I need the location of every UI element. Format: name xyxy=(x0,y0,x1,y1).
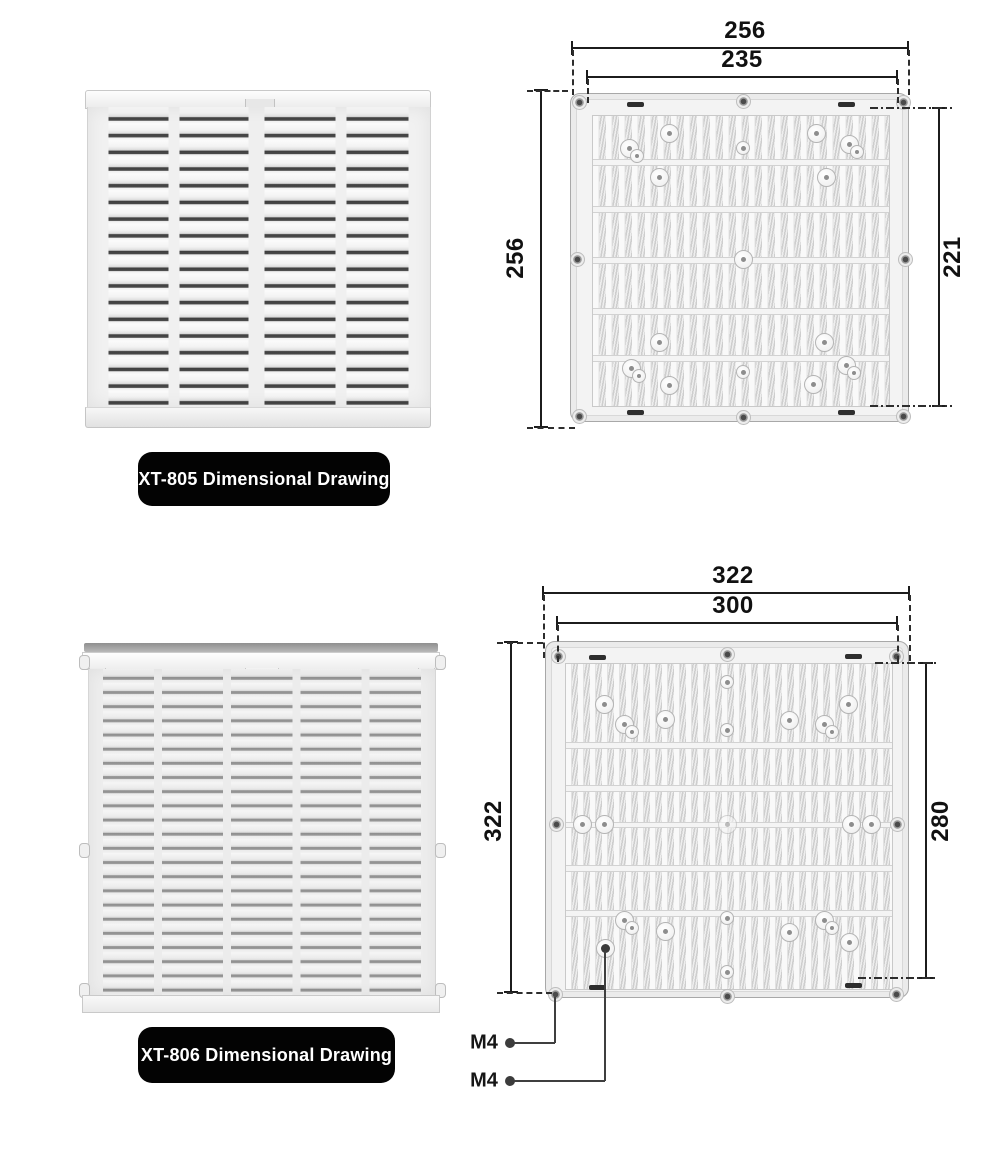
grille-side-tab xyxy=(79,655,90,670)
clip-tab xyxy=(838,410,855,415)
boss-hole xyxy=(830,730,834,734)
boss-hole xyxy=(846,702,851,707)
corner-screw xyxy=(549,817,564,832)
boss-hole xyxy=(602,702,607,707)
boss-hole xyxy=(657,340,662,345)
mounting-boss xyxy=(650,168,669,187)
mounting-boss xyxy=(736,141,750,155)
corner-screw xyxy=(720,647,735,662)
mounting-boss xyxy=(632,369,646,383)
mounting-boss xyxy=(660,124,679,143)
louver-slats xyxy=(88,669,436,995)
extension-line xyxy=(497,992,552,994)
boss-hole xyxy=(725,916,730,921)
dim-line-806-top-inner xyxy=(557,622,897,624)
extension-line xyxy=(543,595,545,658)
clip-tab xyxy=(627,102,644,107)
boss-hole xyxy=(847,142,852,147)
corner-screw xyxy=(736,94,751,109)
grid-rail xyxy=(566,865,892,872)
centerline xyxy=(875,662,938,664)
m4-leader-line xyxy=(604,951,606,1081)
grille-side-tab xyxy=(435,655,446,670)
xt806-badge-label: XT-806 Dimensional Drawing xyxy=(140,1044,393,1065)
mounting-boss xyxy=(660,376,679,395)
grille-base xyxy=(85,407,431,428)
boss-hole xyxy=(814,131,819,136)
boss-hole xyxy=(822,722,827,727)
clip-tab xyxy=(589,655,606,660)
xt806-back-view-drawing xyxy=(545,641,910,999)
boss-hole xyxy=(630,926,634,930)
mounting-boss xyxy=(850,145,864,159)
m4-callout-label: M4 xyxy=(470,1069,498,1092)
grille-side-tab xyxy=(79,843,90,858)
grid-rail xyxy=(566,742,892,749)
boss-hole xyxy=(822,918,827,923)
boss-hole xyxy=(627,146,632,151)
dim-value-805-top-outer: 256 xyxy=(724,17,766,44)
centerline xyxy=(858,977,938,979)
xt805-badge-label: XT-805 Dimensional Drawing xyxy=(138,468,390,489)
grid-rail xyxy=(566,785,892,792)
boss-hole xyxy=(725,822,730,827)
corner-screw xyxy=(572,95,587,110)
mounting-boss xyxy=(718,815,737,834)
m4-leader-line xyxy=(514,1042,555,1044)
xt805-back-view-drawing xyxy=(570,93,910,423)
centerline xyxy=(870,405,952,407)
mounting-boss xyxy=(720,723,734,737)
grille-side-tab xyxy=(435,843,446,858)
boss-hole xyxy=(787,718,792,723)
corner-screw xyxy=(896,409,911,424)
dim-value-806-top-outer: 322 xyxy=(712,562,754,589)
corner-screw xyxy=(890,817,905,832)
mounting-boss xyxy=(650,333,669,352)
boss-hole xyxy=(663,717,668,722)
mounting-boss xyxy=(736,365,750,379)
mounting-boss xyxy=(839,695,858,714)
mounting-boss xyxy=(842,815,861,834)
boss-hole xyxy=(663,929,668,934)
boss-hole xyxy=(824,175,829,180)
mounting-boss xyxy=(815,333,834,352)
boss-hole xyxy=(852,371,856,375)
boss-hole xyxy=(725,728,730,733)
boss-hole xyxy=(811,382,816,387)
mounting-boss xyxy=(780,711,799,730)
dim-line-806-left xyxy=(510,642,512,992)
grid-rail xyxy=(593,206,889,213)
clip-tab xyxy=(627,410,644,415)
boss-hole xyxy=(844,363,849,368)
extension-line xyxy=(527,90,568,92)
boss-hole xyxy=(849,822,854,827)
boss-hole xyxy=(637,374,641,378)
extension-line xyxy=(557,625,559,662)
boss-hole xyxy=(602,822,607,827)
dim-value-805-right: 221 xyxy=(939,236,966,278)
clip-tab xyxy=(845,654,862,659)
xt806-badge xyxy=(138,1027,395,1083)
m4-leader-line xyxy=(554,997,556,1043)
boss-hole xyxy=(635,154,639,158)
dim-line-805-left xyxy=(540,90,542,427)
centerline xyxy=(870,107,952,109)
mounting-boss xyxy=(804,375,823,394)
mounting-boss xyxy=(595,695,614,714)
corner-screw xyxy=(570,252,585,267)
grille-base xyxy=(82,995,440,1013)
corner-screw xyxy=(889,987,904,1002)
boss-hole xyxy=(725,680,730,685)
mounting-boss xyxy=(720,675,734,689)
boss-hole xyxy=(822,340,827,345)
mounting-boss xyxy=(862,815,881,834)
grille-top-cap-dark xyxy=(84,643,438,652)
mounting-boss xyxy=(734,250,753,269)
boss-hole xyxy=(741,146,746,151)
mounting-boss xyxy=(720,911,734,925)
dim-value-806-right: 280 xyxy=(927,800,954,842)
boss-hole xyxy=(741,257,746,262)
mounting-boss xyxy=(825,921,839,935)
extension-line xyxy=(587,79,589,103)
xt805-badge xyxy=(138,452,390,506)
mounting-boss xyxy=(625,725,639,739)
clip-tab xyxy=(845,983,862,988)
clip-tab xyxy=(838,102,855,107)
dim-value-806-top-inner: 300 xyxy=(712,592,754,619)
extension-line xyxy=(897,625,899,662)
extension-line xyxy=(497,642,543,644)
dim-value-805-top-inner: 235 xyxy=(721,46,763,73)
dim-value-806-left: 322 xyxy=(480,800,507,842)
extension-line xyxy=(897,79,899,103)
m4-callout-label: M4 xyxy=(470,1031,498,1054)
boss-hole xyxy=(629,366,634,371)
corner-screw xyxy=(572,409,587,424)
boss-hole xyxy=(855,150,859,154)
mounting-boss xyxy=(780,923,799,942)
boss-hole xyxy=(830,926,834,930)
dim-value-805-left: 256 xyxy=(502,237,529,279)
m4-leader-line xyxy=(514,1080,605,1082)
xt806-front-view-photo xyxy=(82,643,440,1012)
boss-hole xyxy=(622,918,627,923)
mounting-boss xyxy=(840,933,859,952)
boss-hole xyxy=(741,370,746,375)
grid-rail xyxy=(593,308,889,315)
mounting-boss xyxy=(630,149,644,163)
extension-line xyxy=(572,50,574,95)
boss-hole xyxy=(657,175,662,180)
mounting-boss xyxy=(573,815,592,834)
mounting-boss xyxy=(595,815,614,834)
boss-hole xyxy=(725,970,730,975)
mounting-boss xyxy=(817,168,836,187)
mounting-boss xyxy=(656,710,675,729)
mounting-boss xyxy=(656,922,675,941)
mounting-boss xyxy=(825,725,839,739)
mounting-boss xyxy=(847,366,861,380)
boss-hole xyxy=(580,822,585,827)
extension-line xyxy=(527,427,575,429)
dim-line-805-top-inner xyxy=(587,76,897,78)
extension-line xyxy=(908,50,910,95)
xt805-front-view-photo xyxy=(85,90,431,428)
mounting-boss xyxy=(720,965,734,979)
mounting-boss xyxy=(625,921,639,935)
boss-hole xyxy=(787,930,792,935)
boss-hole xyxy=(667,131,672,136)
boss-hole xyxy=(667,383,672,388)
extension-line xyxy=(909,595,911,661)
boss-hole xyxy=(847,940,852,945)
boss-hole xyxy=(622,722,627,727)
mounting-boss xyxy=(807,124,826,143)
louver-slats xyxy=(87,107,431,407)
boss-hole xyxy=(630,730,634,734)
corner-screw xyxy=(720,989,735,1004)
corner-screw xyxy=(736,410,751,425)
corner-screw xyxy=(898,252,913,267)
boss-hole xyxy=(869,822,874,827)
